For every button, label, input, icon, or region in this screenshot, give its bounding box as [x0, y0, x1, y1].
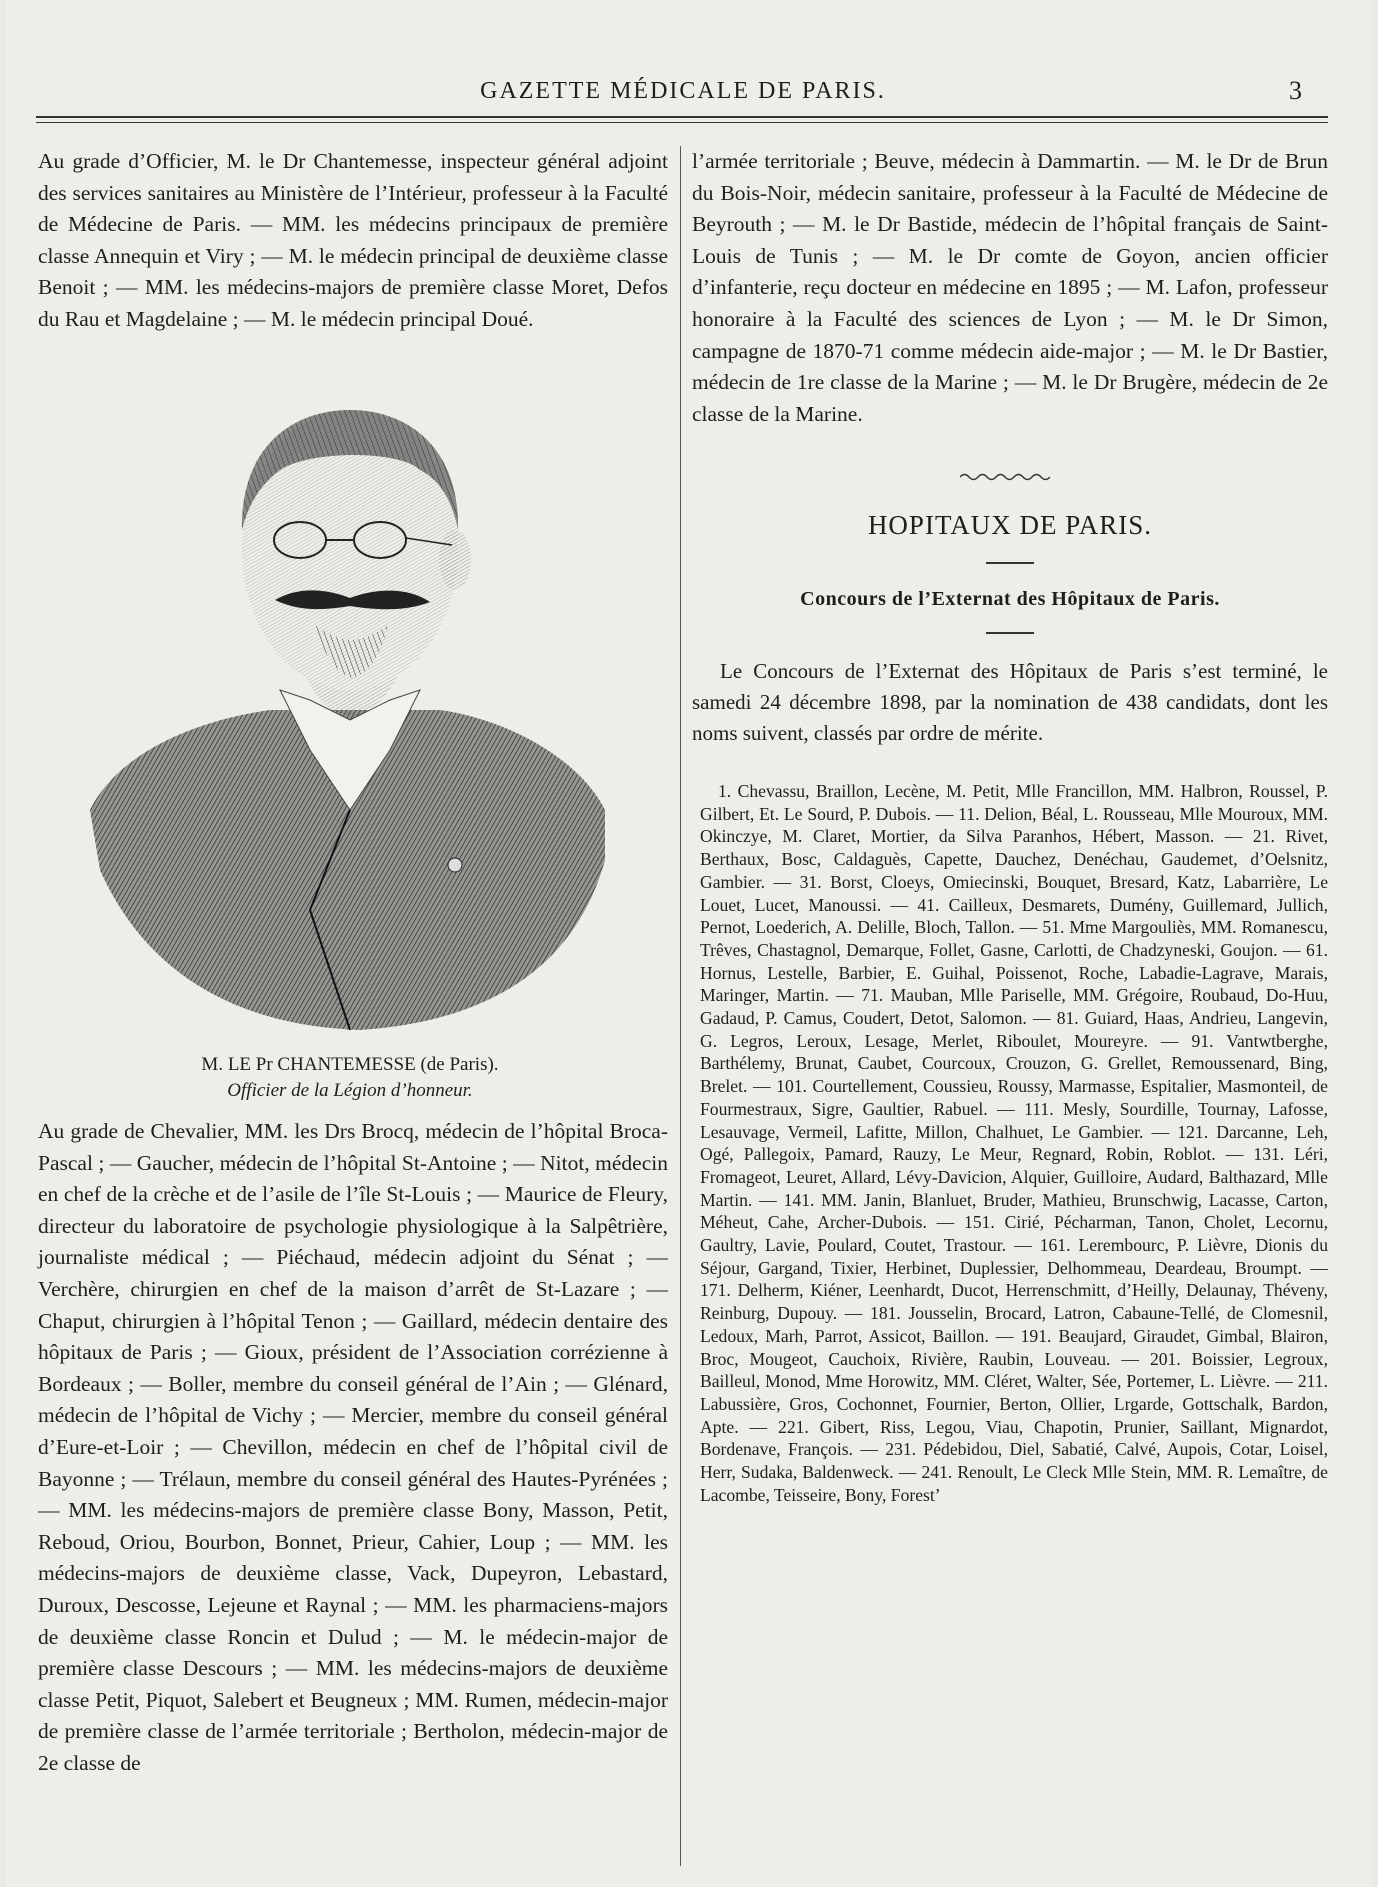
- left-column: [38, 146, 668, 336]
- right-column: [692, 146, 1328, 430]
- subsection-title: Concours de l’Externat des Hôpitaux de Paris.: [800, 588, 1220, 610]
- section-rule: [986, 562, 1034, 564]
- page-header: [40, 74, 1326, 114]
- header-rule-thin: [36, 122, 1328, 123]
- chevalier-section: [38, 1116, 668, 1779]
- page-number: 3: [1289, 76, 1302, 105]
- portrait-caption: [60, 1052, 640, 1104]
- portrait-caption-subtitle: Officier de la Légion d’honneur.: [227, 1080, 473, 1101]
- publication-title: GAZETTE MÉDICALE DE PARIS.: [480, 78, 886, 104]
- header-rule: [36, 116, 1328, 118]
- continuation-paragraph: l’armée territoriale ; Beuve, médecin à Dammartin. — M. le Dr de Brun du Bois-Noir, médecin sanitaire, professeur à la Faculté de Médecine de Beyrouth ; — M. le Dr Bastide, médecin de l’hôpital français de Saint-Louis de Tunis ; — M. le Dr comte de Goyon, ancien officier d’infanterie, reçu docteur en médecine en 1895 ; — M. Lafon, professeur honoraire à la Faculté des sciences de Lyon ; — M. le Dr Simon, campagne de 1870-71 comme médecin aide-major ; — M. le Dr Bastier, médecin de 1re classe de la Marine ; — M. le Dr Brugère, médecin de 2e classe de la Marine.: [692, 149, 1328, 426]
- subsection-rule: [986, 632, 1034, 634]
- portrait-engraving: [60, 390, 640, 1050]
- chevalier-paragraph: Au grade de Chevalier, MM. les Drs Brocq, médecin de l’hôpital Broca-Pascal ; — Gaucher, médecin de l’hôpital St-Antoine ; — Nitot, médecin en chef de la crèche et de l’asile de l’île St-Louis ; — Maurice de Fleury, directeur du laboratoire de psychologie physiologique à la Salpêtrière, journaliste médical ; — Piéchaud, médecin adjoint du Sénat ; — Verchère, chirurgien en chef de la maison d’arrêt de St-Lazare ; — Chaput, chirurgien à l’hôpital Tenon ; — Gaillard, médecin dentaire des hôpitaux de Paris ; — Gioux, président de l’Association corrézienne à Bordeaux ; — Boller, membre du conseil général de l’Ain ; — Glénard, médecin de l’hôpital de Vichy ; — Mercier, membre du conseil général d’Eure-et-Loir ; — Chevillon, médecin en chef de l’hôpital civil de Bayonne ; — Trélaun, membre du conseil général des Hautes-Pyrénées ; — MM. les médecins-majors de première classe Bony, Masson, Petit, Reboud, Oriou, Bourbon, Bonnet, Prieur, Cahier, Loup ; — MM. les médecins-majors de deuxième classe, Vack, Dupeyron, Lebastard, Duroux, Descosse, Lejeune et Raynal ; — MM. les pharmaciens-majors de deuxième classe Roncin et Dulud ; — M. le médecin-major de première classe Descours ; — MM. les médecins-majors de deuxième classe Petit, Piquot, Salebert et Beugneux ; MM. Rumen, médecin-major de première classe de l’armée territoriale ; Bertholon, médecin-major de 2e classe de: [38, 1119, 668, 1775]
- officier-paragraph: Au grade d’Officier, M. le Dr Chantemesse, inspecteur général adjoint des services sanitaires au Ministère de l’Intérieur, professeur à la Faculté de Médecine de Paris. — MM. les médecins principaux de première classe Annequin et Viry ; — M. le médecin principal de deuxième classe Benoit ; — MM. les médecins-majors de première classe Moret, Defos du Rau et Magdelaine ; — M. le médecin principal Doué.: [38, 149, 668, 331]
- section-title: HOPITAUX DE PARIS.: [867, 510, 1153, 540]
- column-divider: [680, 146, 681, 1866]
- ornament-divider: [960, 472, 1050, 482]
- intro-paragraph: Le Concours de l’Externat des Hôpitaux de Paris s’est terminé, le samedi 24 décembre 1898, par la nomination de 438 candidats, dont les noms suivent, classés par ordre de mérite.: [692, 659, 1328, 745]
- candidates-list: 1. Chevassu, Braillon, Lecène, M. Petit, Mlle Francillon, MM. Halbron, Roussel, P. Gilbert, Et. Le Sourd, P. Dubois. — 11. Delion, Béal, L. Rousseau, Mlle Mouroux, MM. Okinczye, M. Claret, Mortier, da Silva Paranhos, Hébert, Masson. — 21. Rivet, Berthaux, Bosc, Caldaguès, Capette, Dauchez, Denéchau, Gaudemet, d’Oelsnitz, Gambier. — 31. Borst, Cloeys, Omiecinski, Bouquet, Bresard, Katz, Labarrière, Le Louet, Lucet, Manoussi. — 41. Cailleux, Desmarets, Dumény, Guillemard, Jullich, Pernot, Loederich, A. Delille, Bloch, Tallon. — 51. Mme Margouliès, MM. Romanescu, Trêves, Chastagnol, Demarque, Follet, Gasne, Carlotti, de Chadzyneski, Goujon. — 61. Hornus, Lestelle, Barbier, E. Guihal, Poissenot, Roche, Labadie-Lagrave, Marais, Maringer, Martin. — 71. Mauban, Mlle Pariselle, MM. Grégoire, Roubaud, Do-Huu, Gadaud, P. Camus, Coudert, Detot, Salomon. — 81. Guiard, Haas, Andrieu, Langevin, G. Legros, Leroux, Lesage, Merlet, Riboulet, Moureyre. — 91. Vantwtberghe, Barthélemy, Brunat, Caubet, Courcoux, Crouzon, G. Grellet, Remoussenard, Bing, Brelet. — 101. Courtellement, Coussieu, Roussy, Marmasse, Espitalier, Masmonteil, de Fourmestraux, Sigre, Gaultier, Rabuel. — 111. Mesly, Sourdille, Tournay, Lafosse, Lesauvage, Vermeil, Lafitte, Millon, Chalhuet, Le Gambier. — 121. Darcanne, Leh, Ogé, Pallegoix, Pamard, Rauzy, Le Meur, Regnard, Robin, Roblot. — 131. Léri, Fromageot, Leuret, Allard, Lévy-Davicion, Alquier, Guilloire, Audard, Balthazard, Mlle Martin. — 141. MM. Janin, Blanluet, Bruder, Mathieu, Brunschwig, Lacasse, Carton, Méheut, Cahe, Archer-Dubois. — 151. Cirié, Pécharman, Tanon, Cholet, Lecornu, Gaultry, Lavie, Poulard, Coutet, Trastour. — 161. Lerembourc, P. Lièvre, Dionis du Séjour, Gargand, Tixier, Herbinet, Duplessier, Delhommeau, Deardeau, Broumpt. — 171. Delherm, Kiéner, Leenhardt, Ducot, Herrenschmitt, d’Heilly, Delaunay, Théveny, Reinburg, Dupouy. — 181. Jousselin, Brocard, Latron, Cabaune-Tellé, de Clomesnil, Ledoux, Marh, Parrot, Assicot, Baillon. — 191. Beaujard, Giraudet, Gimbal, Blairon, Broc, Mougeot, Cauchoix, Rivière, Raubin, Louveau. — 201. Boissier, Legroux, Bailleul, Monod, Mme Horowitz, MM. Cléret, Walter, Sée, Portemer, L. Lièvre. — 211. Labussière, Gros, Cochonnet, Fournier, Berton, Ollier, Lrgarde, Gottschalk, Bardon, Apte. — 221. Gibert, Riss, Legou, Viau, Chapotin, Prunier, Saillant, Mignardot, Bordenave, François. — 231. Pédebidou, Diel, Sabatié, Calvé, Aupois, Cotar, Loisel, Herr, Sudaka, Baldenweck. — 241. Renoult, Le Cleck Mlle Stein, MM. R. Lemaître, de Lacombe, Teisseire, Bony, Forest’: [700, 781, 1328, 1505]
- portrait-image: [60, 390, 640, 1050]
- portrait-caption-title: M. LE Pr CHANTEMESSE (de Paris).: [201, 1054, 499, 1075]
